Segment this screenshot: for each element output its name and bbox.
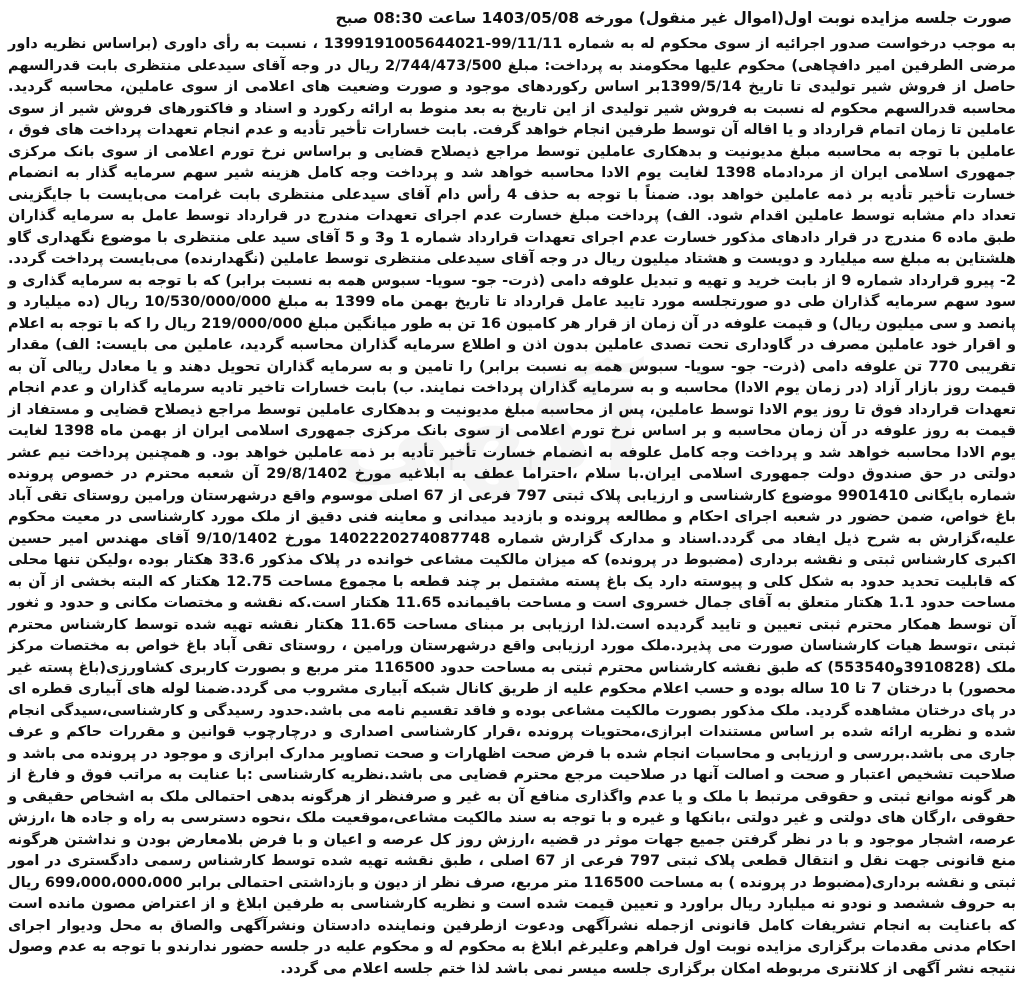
document-body: به موجب درخواست صدور اجرائیه از سوی محکوم له به شماره 139919100564402‪1‬-99/11/11 ، نسبت به رأی داوری (براساس نظریه داور مرضی الطرفین امیر دافچاهی) محکوم علیها محکومند به پرداخت: مبلغ 2/744/473/500 ریال در وجه آقای سیدعلی منتظری بابت قدرالسهم حاصل از فروش شیر تولیدی تا تاریخ 1399/5/14بر اساس رکوردهای موجود و صورت وضعیت های اعلامی از سوی عاملین، محاسبه گردید. محاسبه قدرالسهم محکوم له نسبت به فروش شیر تولیدی از این تاریخ به بعد منوط به ارائه رکورد و اسناد و فاکتورهای فروش شیر از سوی عاملین تا زمان اتمام قرارداد و یا اقاله آن توسط طرفین انجام خواهد گرفت. بابت خسارات تأخیر تأدیه و عدم انجام تعهدات پرداخت های فوق ، عاملین با توجه به محاسبه مبلغ مدیونیت و بدهکاری عاملین توسط مراجع ذیصلاح قضایی و براساس نرخ تورم اعلامی از سوی بانک مرکزی جمهوری اسلامی ایران از مردادماه 1398 لغایت یوم الادا محاسبه خواهد شد و پرداخت وجه کامل هزینه شیر سهم سرمایه گذار به انضمام خسارت تأخیر تأدیه بر ذمه عاملین خواهد بود. ضمناً با توجه به حذف 4 رأس دام آقای سیدعلی منتظری بابت غرامت می‌بایست با جایگزینی تعداد دام مشابه توسط عاملین اقدام شود. الف) پرداخت مبلغ خسارت عدم اجرای تعهدات مندرج در قرارداد توسط عامل به سرمایه گذاران طبق ماده 6 مندرج در قرار دادهای مذکور خسارت عدم اجرای تعهدات قرارداد شماره 1 و3 و 5 آقای سید علی منتظری با موضوع نگهداری گاو هلشتاین به مبلغ سه میلیارد و دویست و هشتاد میلیون ریال در وجه آقای سیدعلی منتظری توسط عاملین (نگهدارنده) می‌بایست پرداخت گردد. 2- پیرو قرارداد شماره 9 از بابت خرید و تهیه و تبدیل علوفه دامی (ذرت- جو- سویا- سبوس همه به نسبت برابر) که با توجه به سرمایه گذاری و سود سهم سرمایه گذاران طی دو صورتجلسه مورد تایید عامل قرارداد تا تاریخ بهمن ماه 1399 به مبلغ 10/530/000/000 ریال (ده میلیارد و پانصد و سی میلیون ریال) و قیمت علوفه در آن زمان از قرار هر کامیون 16 تن به طور میانگین مبلغ 219/000/000 ریال را که با توجه به اعلام و اقرار خود عاملین مصرف در گاوداری تحت تصدی عاملین بدون اذن و اطلاع سرمایه گذاران محاسبه گردید، عاملین می بایست: الف) مقدار تقریبی 770 تن علوفه دامی (ذرت- جو- سویا- سبوس همه به نسبت برابر) را تامین و به سرمایه گذاران تحویل دهند و یا معادل ریالی آن به قیمت روز بازار آزاد (در زمان یوم الادا) محاسبه و به سرمایه گذاران پرداخت نمایند. ب) بابت خسارات تاخیر تادیه سرمایه گذاران و عدم انجام تعهدات قرارداد فوق تا روز یوم الادا توسط عاملین، پس از محاسبه مبلغ مدیونیت و بدهکاری عاملین توسط مراجع ذیصلاح قضایی و مستفاد از قیمت به روز علوفه در آن زمان محاسبه و بر اساس نرخ تورم اعلامی از سوی بانک مرکزی جمهوری اسلامی ایران از بهمن ماه 1398 لغایت یوم الادا محاسبه خواهد شد و پرداخت وجه کامل علوفه به انضمام خسارت تأخیر تأدیه بر ذمه عاملین خواهد بود. و همچنین پرداخت نیم عشر دولتی در حق صندوق دولت جمهوری اسلامی ایران.با سلام ،احتراما عطف به ابلاغیه مورخ 29/8/1402 آن شعبه محترم در خصوص پرونده شماره بایگانی 9901410 موضوع کارشناسی و ارزیابی پلاک ثبتی 797 فرعی از 67 اصلی موسوم واقع درشهرستان ورامین روستای تقی آباد باغ خواص، ضمن حضور در شعبه اجرای احکام و مطالعه پرونده و بازدید میدانی و معاینه فنی دقیق از ملک مورد کارشناسی در معیت محکوم علیه،گزارش به شرح ذیل ایفاد می گردد.اسناد و مدارک گزارش شماره 140222027408774‪8‬ مورخ 9/10/1402 آقای مهندس امیر حسین اکبری کارشناس ثبتی و نقشه برداری (مضبوط در پرونده) که میزان مالکیت مشاعی خوانده در پلاک مذکور 33.6 هکتار بوده ،ولیکن تنها محلی که قابلیت تحدید حدود به شکل کلی و پیوسته دارد یک باغ پسته مشتمل بر چند قطعه با مجموع مساحت 12.75 هکتار که البته بخشی از آن به مساحت حدود 1.1 هکتار متعلق به آقای جمال خسروی است و مساحت باقیمانده 11.65 هکتار است.که نقشه و مختصات مکانی و حدود و ثغور آن توسط همکار محترم ثبتی تعیین و تایید گردیده است.لذا ارزیابی بر مبنای مساحت 11.65 هکتار نقشه تهیه شده توسط کارشناس محترم ثبتی ،توسط هیات کارشناسان صورت می پذیرد.ملک مورد ارزیابی واقع درشهرستان ورامین ، روستای تقی آباد باغ خواص به مختصات مرکز ملک (3910828و553540) که طبق نقشه کارشناس محترم ثبتی به مساحت حدود 116500 متر مربع و بصورت کاربری کشاورزی(باغ پسته غیر محصور) با درختان 7 تا 10 ساله بوده و حسب اعلام محکوم علیه از طریق کانال شبکه آبیاری مشروب می گردد.ضمنا لوله های آبیاری قطره ای در پای درختان مشاهده گردید. ملک مذکور بصورت مالکیت مشاعی بوده و فاقد تقسیم نامه می باشد.حدود رسیدگی و کارشناسی،سیدگی انجام شده و نظریه ارائه شده بر اساس مستندات ابرازی،محتویات پرونده ،قرار کارشناسی اصداری و درچارچوب قوانین و مقررات حاکم و عرف جاری می باشد.بررسی و ارزیابی و محاسبات انجام شده با فرض صحت اظهارات و صحت تصاویر مدارک ابرازی و موجود در پرونده می باشد و صلاحیت تشخیص اعتبار و صحت و اصالت آنها در صلاحیت مرجع محترم قضایی می باشد.نظریه کارشناسی :با عنایت به مراتب فوق و فارغ از هر گونه موانع ثبتی و حقوقی مرتبط با ملک و یا عدم واگذاری منافع آن به غیر و صرفنظر از هرگونه بدهی احتمالی ملک به اشخاص حقیقی و حقوقی ،ارگان های دولتی و غیر دولتی ،بانکها و غیره و با توجه به سند مالکیت مشاعی،موقعیت ملک ،نحوه دسترسی به راه و جاده ها ،ارزش عرصه، اشجار موجود و با در نظر گرفتن جمیع جهات موثر در قضیه ،ارزش روز کل عرصه و اعیان و با فرض بلامعارض بودن و نداشتن هرگونه منع قانونی جهت نقل و انتقال قطعی پلاک ثبتی 797 فرعی از 67 اصلی ، طبق نقشه تهیه شده توسط کارشناس رسمی دادگستری در امور ثبتی و نقشه برداری(مضبوط در پرونده ) به مساحت 116500 متر مربع، صرف نظر از دیون و بازداشتی احتمالی برابر 699،000،000،000 ریال به حروف ششصد و نودو نه میلیارد ریال براورد و تعیین قیمت شده است و نظریه کارشناسی به طرفین ابلاغ و از اعتراض مصون مانده است که باعنایت به انجام تشریفات کامل قانونی ازجمله نشرآگهی ودعوت ازطرفین ونماینده دادستان ونشرآگهی والصاق به محل ودیوار اجرای احکام مدنی مقدمات برگزاری مزایده نوبت اول فراهم وعلیرغم ابلاغ به محکوم له و محکوم علیه در جلسه حضور ندارندو با توجه به عدم وصول نتیجه نشر آگهی از کلانتری مربوطه امکان برگزاری جلسه میسر نمی باشد لذا ختم جلسه اعلام می گردد. xyxy=(8,36,1017,977)
document-title: صورت جلسه مزایده نوبت اول(اموال غیر منقول) مورخه 1403/05/08 ساعت 08:30 صبح xyxy=(335,9,1012,27)
